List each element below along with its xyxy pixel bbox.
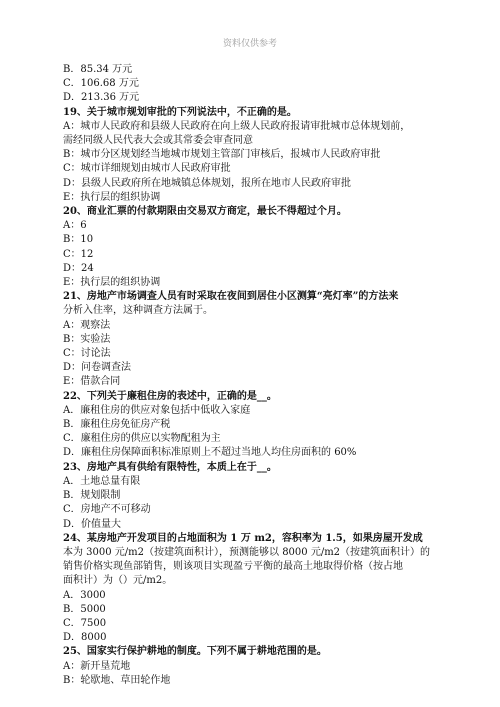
text-line: 本为 3000 元/m2（按建筑面积计），预测能够以 8000 元/m2（按建筑面积计）的 xyxy=(63,546,431,558)
text-line: D．213.36 万元 xyxy=(63,92,140,104)
text-line: C．7500 xyxy=(63,617,107,629)
text-line: A：6 xyxy=(63,220,87,232)
question-line: 20、商业汇票的付款期限由交易双方商定，最长不得超过个月。 xyxy=(63,206,347,218)
text-line: C：12 xyxy=(63,248,94,260)
text-line: D．8000 xyxy=(63,632,107,644)
text-line: A．廉租住房的供应对象包括中低收入家庭 xyxy=(63,404,251,416)
page-header: 资料仅供参考 xyxy=(222,39,277,49)
text-line: D．廉租住房保障面积标准原则上不超过当地人均住房面积的 60% xyxy=(63,447,357,459)
text-line: 面积计）为（）元/m2。 xyxy=(63,575,173,587)
text-line: B．规划限制 xyxy=(63,490,121,502)
text-line: E：借款合同 xyxy=(63,376,121,388)
text-line: C：讨论法 xyxy=(63,348,111,360)
text-line: A：新开垦荒地 xyxy=(63,660,131,672)
text-line: E：执行层的组织协调 xyxy=(63,191,161,203)
question-line: 21、房地产市场调查人员有时采取在夜间到居住小区测算“亮灯率”的方法来 xyxy=(63,291,399,303)
text-line: B：城市分区规划经当地城市规划主管部门审核后，报城市人民政府审批 xyxy=(63,149,381,161)
text-line: B：实验法 xyxy=(63,333,111,345)
question-line: 22、下列关于廉租住房的表述中，正确的是__。 xyxy=(63,390,277,402)
text-line: D：县级人民政府所在地城镇总体规划，报所在地市人民政府审批 xyxy=(63,177,352,189)
text-line: B：10 xyxy=(63,234,94,246)
text-line: B．5000 xyxy=(63,603,106,615)
question-line: 23、房地产具有供给有限特性，本质上在于__。 xyxy=(63,461,277,473)
text-line: 需经同级人民代表大会或其常委会审查同意 xyxy=(63,135,253,147)
text-line: A：城市人民政府和县级人民政府在向上级人民政府报请审批城市总体规划前， xyxy=(63,120,411,132)
question-line: 24、某房地产开发项目的占地面积为 1 万 m2，容积率为 1.5，如果房屋开发成 xyxy=(63,532,423,544)
text-line: A．3000 xyxy=(63,589,106,601)
text-line: 分析入住率，这种调查方法属于。 xyxy=(63,305,213,317)
text-line: C．房地产不可移动 xyxy=(63,504,151,516)
text-line: C．廉租住房的供应以实物配租为主 xyxy=(63,433,221,445)
text-line: D．价值量大 xyxy=(63,518,122,530)
text-line: A：观察法 xyxy=(63,319,111,331)
text-line: C：城市详细规划由城市人民政府审批 xyxy=(63,163,231,175)
text-line: C．106.68 万元 xyxy=(63,78,139,90)
question-line: 19、关于城市规划审批的下列说法中，不正确的是。 xyxy=(63,106,297,118)
text-line: B．廉租住房免征房产税 xyxy=(63,419,171,431)
text-line: B．85.34 万元 xyxy=(63,64,133,75)
text-line: 销售价格实现鱼部销售，则该项目实现盈亏平衡的最高土地取得价格（按占地 xyxy=(63,561,403,573)
text-line: A．土地总量有限 xyxy=(63,475,141,487)
text-line: D：24 xyxy=(63,262,94,274)
text-line: D：问卷调查法 xyxy=(63,362,132,374)
question-line: 25、国家实行保护耕地的制度。下列不属于耕地范围的是。 xyxy=(63,646,327,658)
document-body xyxy=(63,63,441,688)
text-line: E：执行层的组织协调 xyxy=(63,277,161,289)
text-line: B：轮歇地、草田轮作地 xyxy=(63,674,171,686)
